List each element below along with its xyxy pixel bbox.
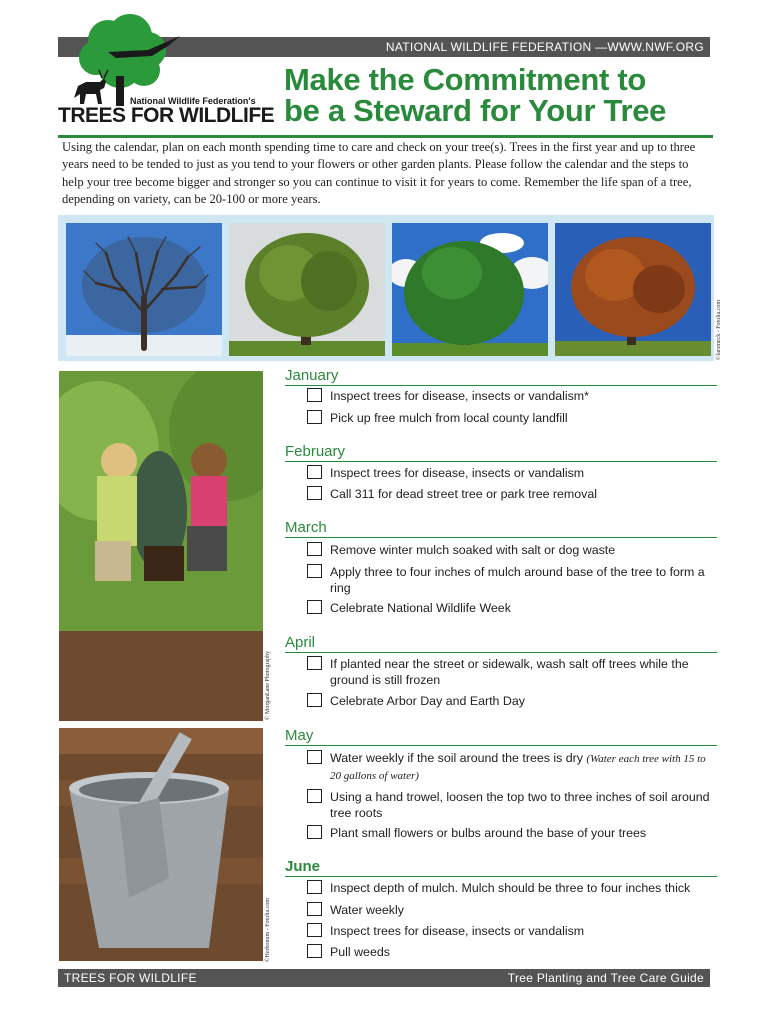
- title-line-2: be a Steward for Your Tree: [284, 93, 667, 128]
- winter-tree-photo: [66, 223, 222, 356]
- month-february: February: [285, 443, 717, 462]
- intro-paragraph: Using the calendar, plan on each month spending time to care and check on your tree(s). Trees in the first year and up to three years need to be tended to just as you tend to your flowers or other garden plants. Please follow the calendar and the steps to help your tree become bigger and stronger so you can continue to visit it for years to come. Remember the life span of a tree, depending on variety, can be 20-100 or more years.: [62, 140, 696, 206]
- checkbox[interactable]: [307, 486, 322, 500]
- task-item: Water weekly: [307, 902, 719, 918]
- task-item: Pull weeds: [307, 944, 719, 960]
- checkbox[interactable]: [307, 564, 322, 578]
- checkbox[interactable]: [307, 750, 322, 764]
- summer-tree-photo: [392, 223, 548, 356]
- page-footer: [58, 969, 710, 987]
- checkbox[interactable]: [307, 693, 322, 707]
- checkbox[interactable]: [307, 656, 322, 670]
- task-item: Pick up free mulch from local county landfill: [307, 410, 719, 426]
- org-line: NATIONAL WILDLIFE FEDERATION —WWW.NWF.ORG: [385, 40, 704, 54]
- task-item: Inspect trees for disease, insects or vandalism: [307, 465, 719, 481]
- task-item: Celebrate National Wildlife Week: [307, 600, 719, 616]
- checkbox[interactable]: [307, 600, 322, 614]
- month-january: January: [285, 367, 717, 386]
- checkbox[interactable]: [307, 923, 322, 937]
- month-april: April: [285, 634, 717, 653]
- checkbox[interactable]: [307, 388, 322, 402]
- task-item: Apply three to four inches of mulch around base of the tree to form a ring: [307, 564, 719, 596]
- checkbox[interactable]: [307, 825, 322, 839]
- kids-photo-credit: © MorganLane Photography: [265, 650, 271, 720]
- trees-photo-credit: ©larsmeck - Fotolia.com: [716, 299, 722, 360]
- children-planting-photo: [59, 371, 263, 721]
- title-divider: [58, 135, 713, 138]
- title-line-1: Make the Commitment to: [284, 62, 646, 97]
- task-item: Inspect depth of mulch. Mulch should be three to four inches thick: [307, 880, 719, 896]
- watering-note: (Water each tree with 15 to 20 gallons of water): [330, 753, 706, 782]
- task-item: Celebrate Arbor Day and Earth Day: [307, 693, 719, 709]
- month-may: May: [285, 727, 717, 746]
- task-item: Inspect trees for disease, insects or vandalism: [307, 923, 719, 939]
- month-march: March: [285, 519, 717, 538]
- task-item: Plant small flowers or bulbs around the base of your trees: [307, 825, 719, 841]
- footer-guide-title: Tree Planting and Tree Care Guide: [507, 971, 704, 985]
- task-item: Water weekly if the soil around the trees is dry (Water each tree with 15 to 20 gallons of water): [307, 750, 719, 784]
- bucket-with-trowel-photo: [59, 728, 263, 961]
- checkbox[interactable]: [307, 465, 322, 479]
- checkbox[interactable]: [307, 880, 322, 894]
- month-june: June: [285, 858, 717, 877]
- task-item: Inspect trees for disease, insects or vandalism*: [307, 388, 719, 404]
- seasonal-tree-photos: [58, 215, 714, 361]
- task-item: If planted near the street or sidewalk, wash salt off trees while the ground is still frozen: [307, 656, 719, 688]
- bucket-photo-credit: ©Herbonum - Fotolia.com: [265, 897, 271, 962]
- logo-subtitle: National Wildlife Federation's: [130, 96, 256, 106]
- checkbox[interactable]: [307, 789, 322, 803]
- footer-brand: TREES FOR WILDLIFE: [64, 971, 197, 985]
- checkbox[interactable]: [307, 410, 322, 424]
- checkbox[interactable]: [307, 902, 322, 916]
- logo-wordmark: TREES FOR WILDLIFE: [58, 104, 275, 127]
- task-item: Using a hand trowel, loosen the top two to three inches of soil around tree roots: [307, 789, 719, 821]
- autumn-tree-photo: [555, 223, 711, 356]
- checkbox[interactable]: [307, 542, 322, 556]
- task-item: Call 311 for dead street tree or park tree removal: [307, 486, 719, 502]
- task-item: Remove winter mulch soaked with salt or dog waste: [307, 542, 719, 558]
- checkbox[interactable]: [307, 944, 322, 958]
- spring-tree-photo: [229, 223, 385, 356]
- page-title: [284, 64, 724, 126]
